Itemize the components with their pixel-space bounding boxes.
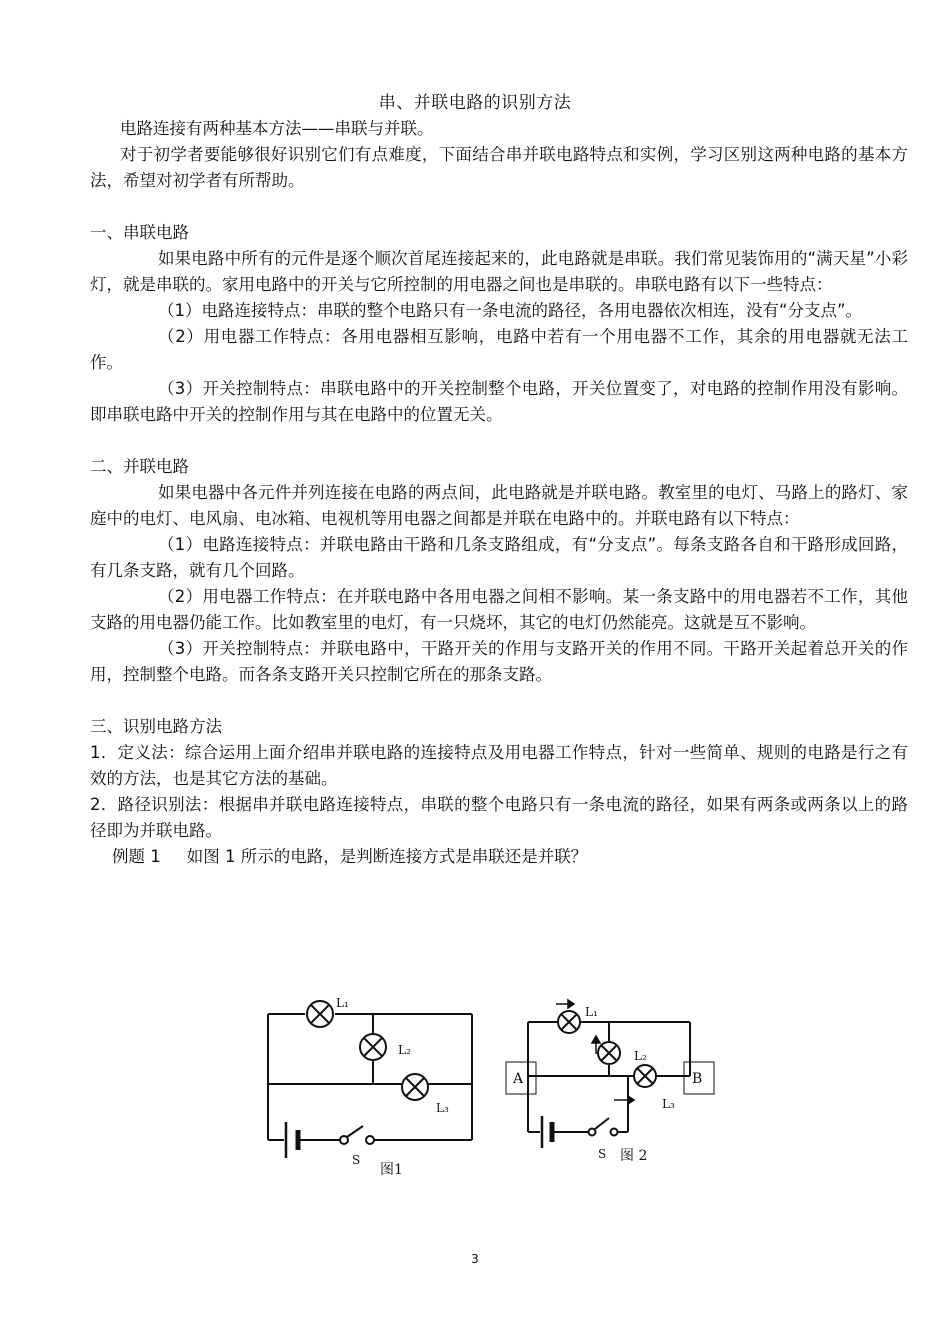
fig2-node-b: B <box>692 1071 703 1087</box>
section2-heading: 二、并联电路 <box>90 457 189 476</box>
section2-point-3: （3）开关控制特点：并联电路中，干路开关的作用与支路开关的作用不同。干路开关起着总开关的作用，控制整个电路。而各条支路开关只控制它所在的那条支路。 <box>90 639 908 684</box>
section3-heading: 三、识别电路方法 <box>90 717 222 736</box>
method-definition: 1．定义法：综合运用上面介绍串并联电路的连接特点及用电器工作特点，针对一些简单、规则的电路是行之有效的方法，也是其它方法的基础。 <box>90 743 908 788</box>
fig1-l1-label: L₁ <box>336 996 349 1010</box>
fig2-lamp-l3-icon <box>634 1065 656 1087</box>
lamp-l2-icon <box>360 1034 386 1060</box>
fig2-caption: 图 2 <box>620 1148 648 1164</box>
fig2-switch-icon <box>589 1118 618 1136</box>
example-label: 例题 1 <box>112 847 161 866</box>
fig2-switch-label: S <box>598 1147 607 1161</box>
example-1 <box>90 844 908 870</box>
switch-icon <box>340 1126 374 1144</box>
intro-line-1: 电路连接有两种基本方法——串联与并联。 <box>120 119 434 138</box>
section1-point-3: （3）开关控制特点：串联电路中的开关控制整个电路，开关位置变了，对电路的控制作用没有影响。即串联电路中开关的控制作用与其在电路中的位置无关。 <box>90 379 908 424</box>
lamp-l3-icon <box>402 1074 428 1100</box>
fig2-node-a: A <box>513 1071 524 1087</box>
figure-1 <box>268 1001 472 1158</box>
section1-point-2: （2）用电器工作特点：各用电器相互影响，电路中若有一个用电器不工作，其余的用电器就无法工作。 <box>90 327 908 372</box>
document-body <box>90 116 908 870</box>
fig1-l2-label: L₂ <box>398 1043 411 1057</box>
lamp-l1-icon <box>307 1001 333 1027</box>
fig1-switch-label: S <box>352 1153 361 1167</box>
section2-point-2: （2）用电器工作特点：在并联电路中各用电器之间相不影响。某一条支路中的用电器若不工作，其他支路的用电器仍能工作。比如教室里的电灯，有一只烧坏，其它的电灯仍然能亮。这就是互不影响。 <box>90 587 908 632</box>
section2-body: 如果电器中各元件并列连接在电路的两点间，此电路就是并联电路。教室里的电灯、马路上的路灯、家庭中的电灯、电风扇、电冰箱、电视机等用电器之间都是并联在电路中的。并联电路有以下特点： <box>90 483 908 528</box>
page-title: 串、并联电路的识别方法 <box>378 93 572 113</box>
section2-point-1: （1）电路连接特点：并联电路由干路和几条支路组成，有“分支点”。每条支路各自和干路形成回路，有几条支路，就有几个回路。 <box>90 535 908 580</box>
intro-line-2: 对于初学者要能够很好识别它们有点难度，下面结合串并联电路特点和实例，学习区别这两种电路的基本方法，希望对初学者有所帮助。 <box>90 145 908 190</box>
section1-point-1: （1）电路连接特点：串联的整个电路只有一条电流的路径，各用电器依次相连，没有“分支点”。 <box>158 301 863 320</box>
circuit-figures <box>0 992 950 1182</box>
fig2-l1-label: L₁ <box>585 1005 598 1019</box>
fig2-lamp-l1-icon <box>558 1011 580 1033</box>
fig1-caption: 图1 <box>380 1162 403 1178</box>
battery-icon <box>286 1122 298 1158</box>
fig2-l3-label: L₃ <box>662 1097 675 1111</box>
figure-2 <box>506 1000 714 1148</box>
fig2-lamp-l2-icon <box>598 1042 620 1064</box>
section1-body: 如果电路中所有的元件是逐个顺次首尾连接起来的，此电路就是串联。我们常见装饰用的“满天星”小彩灯，就是串联的。家用电路中的开关与它所控制的用电器之间也是串联的。串联电路有以下一些特点： <box>90 249 908 294</box>
fig1-l3-label: L₃ <box>436 1101 449 1115</box>
page-number: 3 <box>471 1252 479 1266</box>
fig2-battery-icon <box>542 1116 552 1148</box>
section1-heading: 一、串联电路 <box>90 223 189 242</box>
method-path: 2．路径识别法：根据串并联电路连接特点，串联的整个电路只有一条电流的路径，如果有两条或两条以上的路径即为并联电路。 <box>90 795 908 840</box>
example-text: 如图 1 所示的电路，是判断连接方式是串联还是并联？ <box>186 847 588 866</box>
fig2-l2-label: L₂ <box>634 1049 647 1063</box>
